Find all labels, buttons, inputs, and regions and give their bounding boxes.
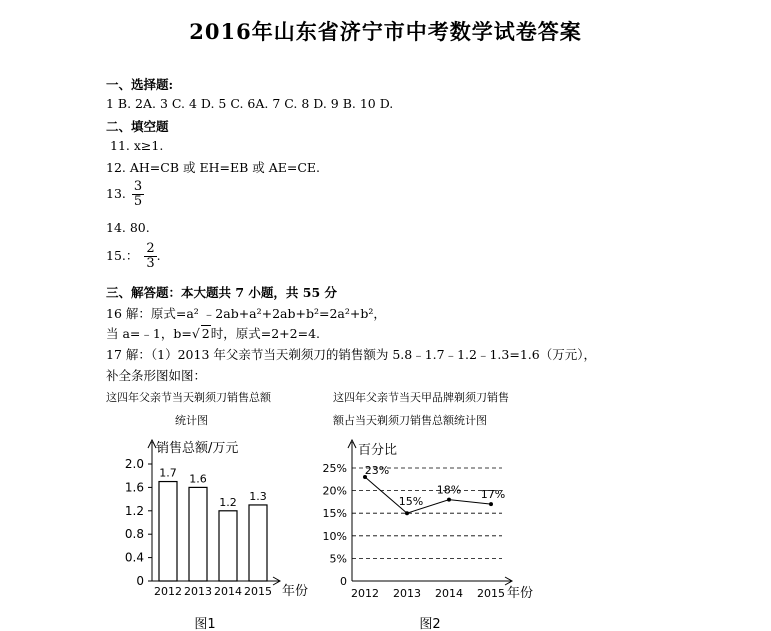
series-line [365,477,491,513]
answer-11: 11. x≥1. [110,138,164,153]
x-tick-label: 2014 [435,587,463,600]
answer-16-result: 时，原式=2+2=4. [210,326,321,341]
data-point [489,502,493,506]
sqrt-symbol: √ [191,326,200,341]
x-axis-label: 年份 [507,586,534,601]
answer-14: 14. 80. [106,220,150,235]
answer-13-numerator: 3 [133,179,143,194]
answer-15-numerator: 2 [146,241,155,256]
x-tick-label: 2012 [154,585,182,598]
answer-16-line1: 16 解：原式=a² ﹣2ab+a²+2ab+b²=2a²+b²， [106,306,386,321]
y-tick-label: 15% [322,507,347,521]
y-tick-label: 0.4 [124,550,144,565]
bar [219,511,237,581]
section3-heading: 三、解答题：本大题共 7 小题，共 55 分 [106,285,338,300]
section1-heading: 一、选择题: [106,77,174,92]
chart1-title-line2: 统计图 [175,414,208,427]
x-tick-label: 2015 [477,587,505,600]
y-tick-label: 2.0 [124,457,144,471]
answer-13 [106,180,144,209]
sqrt-argument: 2 [201,326,210,341]
answer-15-end: . [156,248,161,263]
y-axis-label: 百分比 [358,443,398,458]
data-point-label: 17% [480,488,506,502]
chart1-title-line1: 这四年父亲节当天剃须刀销售总额 [106,391,271,404]
chart1-caption: 图1 [194,617,216,631]
y-tick-label: 0 [136,574,144,588]
answer-17-line2: 补全条形图如图： [106,368,207,383]
y-tick-label: 1.6 [124,480,144,495]
y-tick-label: 20% [322,484,347,498]
chart2-title-line1: 这四年父亲节当天甲品牌剃须刀销售 [333,391,509,404]
answer-12: 12. AH=CB 或 EH=EB 或 AE=CE. [106,160,320,175]
bar-value-label: 1.7 [159,466,177,480]
y-tick-label: 0.8 [124,527,144,542]
data-point [447,498,451,502]
x-axis-label: 年份 [282,584,309,599]
answer-13-label: 13. [106,186,126,201]
x-tick-label: 2013 [184,585,212,598]
bar-value-label: 1.3 [249,489,267,503]
x-tick-label: 2012 [351,587,379,600]
x-tick-label: 2015 [244,585,272,598]
answer-15-fraction [144,242,156,271]
answer-15 [106,242,161,271]
y-tick-label: 25% [322,462,347,475]
data-point [405,511,409,515]
y-tick-label: 1.2 [124,503,144,518]
bar-chart-sales-total [100,430,320,631]
bar [249,505,267,581]
answer-15-label: 15.： [106,248,139,263]
data-point-label: 18% [436,483,462,497]
page-title: 2016年山东省济宁市中考数学试卷答案 [189,19,582,44]
data-point-label: 23% [364,464,390,478]
section2-heading: 二、填空题 [106,119,169,134]
answer-13-fraction [132,180,144,209]
y-tick-label: 0 [340,575,347,588]
bar [159,482,177,581]
line-chart-brand-share [322,430,537,631]
answer-16-line2 [106,324,320,342]
bar-value-label: 1.6 [189,472,207,486]
y-tick-label: 10% [322,529,347,543]
x-tick-label: 2013 [393,587,421,600]
bar [189,487,207,581]
chart2-title-line2: 额占当天剃须刀销售总额统计图 [333,414,487,427]
chart2-caption: 图2 [419,617,441,631]
answer-17-line1: 17 解：（1）2013 年父亲节当天剃须刀的销售额为 5.8﹣1.7﹣1.2﹣1.3=1.6（万元）， [106,347,596,362]
answer-16-condition: 当 a=﹣1，b= [106,326,192,341]
answer-15-denominator: 3 [146,256,155,271]
data-point-label: 15% [398,495,424,509]
bar-value-label: 1.2 [219,495,237,509]
y-axis-label: 销售总额/万元 [156,441,239,456]
y-tick-label: 5% [329,552,347,566]
x-tick-label: 2014 [214,585,242,598]
answer-13-denominator: 5 [133,194,143,209]
choice-answers: 1 B. 2A. 3 C. 4 D. 5 C. 6A. 7 C. 8 D. 9 B. 10 D. [106,96,394,111]
